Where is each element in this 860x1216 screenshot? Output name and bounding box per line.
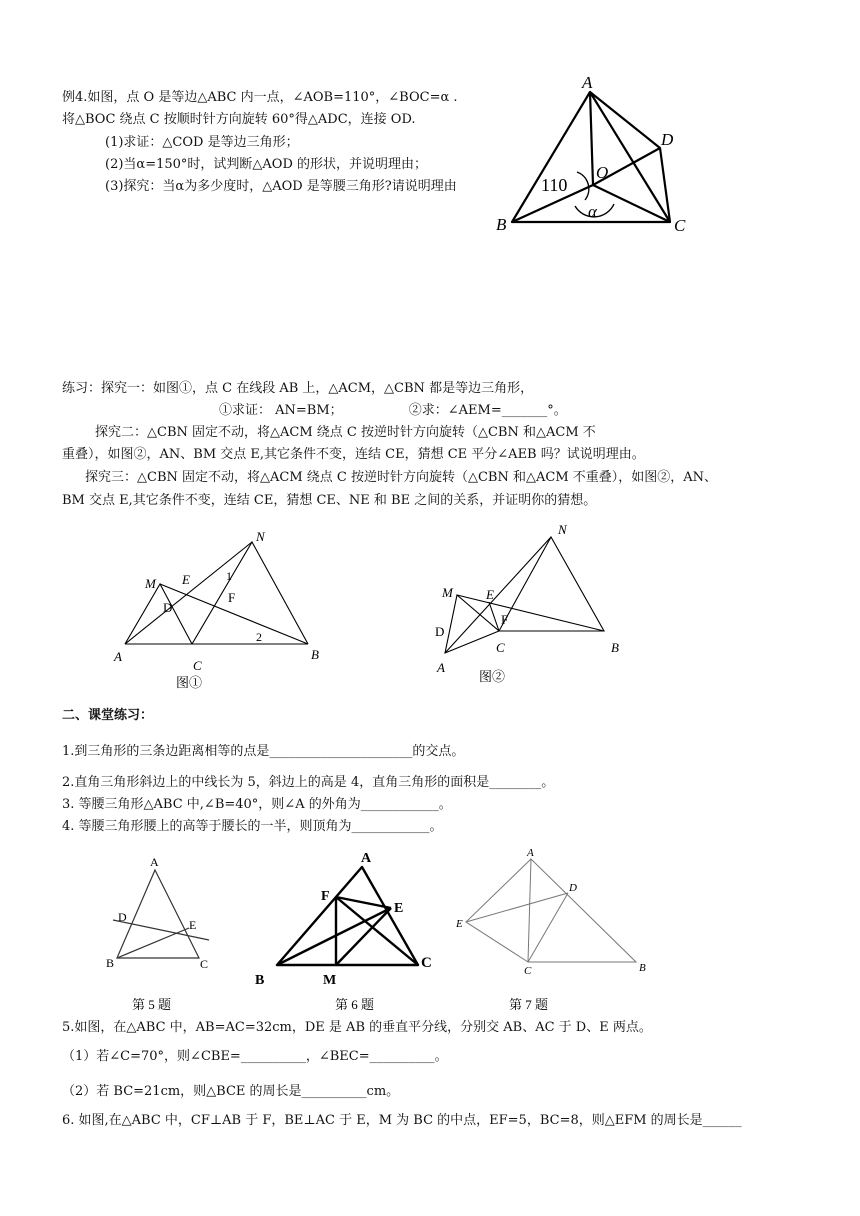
practice-line5: 探究三：△CBN 固定不动，将△ACM 绕点 C 按逆时针方向旋转（△CBN 和△ACM 不重叠），如图②，AN、 [85, 470, 718, 485]
fig7-label-d: D [569, 882, 577, 894]
ex4-label-a: A [582, 73, 593, 92]
section2-q1: 1.到三角形的三条边距离相等的点是______________________的交点。 [62, 744, 465, 759]
fig2-label-e: E [486, 587, 494, 602]
fig1-label-b: B [311, 647, 319, 662]
section2-q5b: （2）若 BC=21cm，则△BCE 的周长是__________cm。 [62, 1084, 400, 1099]
fig2-label-a: A [437, 660, 445, 675]
practice-line3: 探究二：△CBN 固定不动，将△ACM 绕点 C 按逆时针方向旋转（△CBN 和△ACM 不 [95, 425, 596, 440]
example4-q1: (1)求证：△COD 是等边三角形； [105, 135, 299, 150]
fig7-label-e: E [456, 918, 463, 930]
practice-line1: 练习：探究一：如图①，点 C 在线段 AB 上，△ACM，△CBN 都是等边三角形， [62, 381, 534, 396]
fig2-caption: 图② [479, 669, 506, 684]
example4-q2: (2)当α=150°时，试判断△AOD 的形状，并说明理由； [105, 157, 427, 172]
ex4-label-c: C [674, 216, 686, 235]
fig5-label-b: B [106, 956, 115, 970]
section2-q5a: （1）若∠C=70°，则∠CBE=__________，∠BEC=__________。 [62, 1049, 448, 1064]
fig5-label-e: E [189, 918, 197, 932]
ex4-label-d: D [661, 130, 674, 149]
fig1-label-d: D [163, 600, 173, 615]
example4-line2: 将△BOC 绕点 C 按顺时针方向旋转 60°得△ADC，连接 OD. [62, 112, 416, 127]
section2-q6: 6. 如图,在△ABC 中，CF⊥AB 于 F，BE⊥AC 于 E，M 为 BC 的中点，EF=5，BC=8，则△EFM 的周长是______ [62, 1113, 742, 1128]
fig1-label-1: 1 [226, 569, 232, 583]
fig6-label-c: C [421, 955, 432, 971]
section2-q2: 2.直角三角形斜边上的中线长为 5，斜边上的高是 4，直角三角形的面积是________。 [62, 775, 555, 790]
fig6-label-a: A [361, 851, 372, 866]
example4-line1: 例4.如图，点 O 是等边△ABC 内一点，∠AOB=110°，∠BOC=α . [62, 90, 458, 105]
fig7-label-b: B [639, 962, 646, 974]
fig7-caption: 第 7 题 [509, 997, 549, 1012]
fig2-label-m: M [442, 585, 453, 600]
ex4-label-b: B [496, 215, 507, 234]
practice-line2: ①求证： AN=BM； ②求：∠AEM=_______°。 [219, 403, 567, 418]
practice-line4: 重叠），如图②，AN、BM 交点 E,其它条件不变，连结 CE，猜想 CE 平分∠AEB 吗？试说明理由。 [62, 447, 645, 462]
example4-q3: (3)探究：当α为多少度时，△AOD 是等腰三角形?请说明理由 [105, 179, 457, 194]
fig2-label-d: D [435, 624, 445, 639]
ex4-angle-alpha: α [588, 202, 597, 221]
fig5-label-c: C [200, 957, 209, 971]
section2-q3: 3. 等腰三角形△ABC 中,∠B=40°，则∠A 的外角为____________。 [62, 797, 452, 812]
fig2-label-f: F [501, 612, 509, 627]
fig1-label-n: N [256, 529, 265, 544]
fig6-label-f: F [321, 889, 330, 904]
fig2-label-b: B [611, 640, 619, 655]
fig1-label-2: 2 [256, 630, 262, 644]
fig1-label-c: C [193, 658, 202, 673]
fig7-label-a: A [527, 847, 534, 859]
fig5-label-d: D [118, 910, 127, 924]
section2-q5: 5.如图，在△ABC 中，AB=AC=32cm，DE 是 AB 的垂直平分线，分别交 AB、AC 于 D、E 两点。 [62, 1020, 652, 1035]
ex4-angle-110: 110 [541, 175, 568, 195]
fig6-label-e: E [394, 901, 404, 916]
practice-line6: BM 交点 E,其它条件不变，连结 CE，猜想 CE、NE 和 BE 之间的关系，并证明你的猜想。 [62, 493, 597, 508]
fig6-label-b: B [255, 973, 265, 988]
fig6-label-m: M [323, 973, 337, 988]
fig1-label-m: M [145, 576, 156, 591]
section2-heading: 二、课堂练习： [62, 708, 154, 723]
fig1-label-a: A [114, 649, 122, 664]
fig5-label-a: A [150, 855, 159, 869]
fig6-caption: 第 6 题 [335, 997, 375, 1012]
ex4-label-o: O [596, 163, 609, 182]
fig1-label-f: F [228, 590, 236, 605]
section2-q4: 4. 等腰三角形腰上的高等于腰长的一半，则顶角为____________。 [62, 819, 443, 834]
fig2-label-n: N [558, 522, 567, 537]
fig2-label-c: C [496, 640, 505, 655]
fig5-caption: 第 5 题 [132, 997, 172, 1012]
fig7-label-c: C [524, 965, 532, 977]
fig1-caption: 图① [176, 675, 203, 690]
fig1-label-e: E [182, 572, 190, 587]
